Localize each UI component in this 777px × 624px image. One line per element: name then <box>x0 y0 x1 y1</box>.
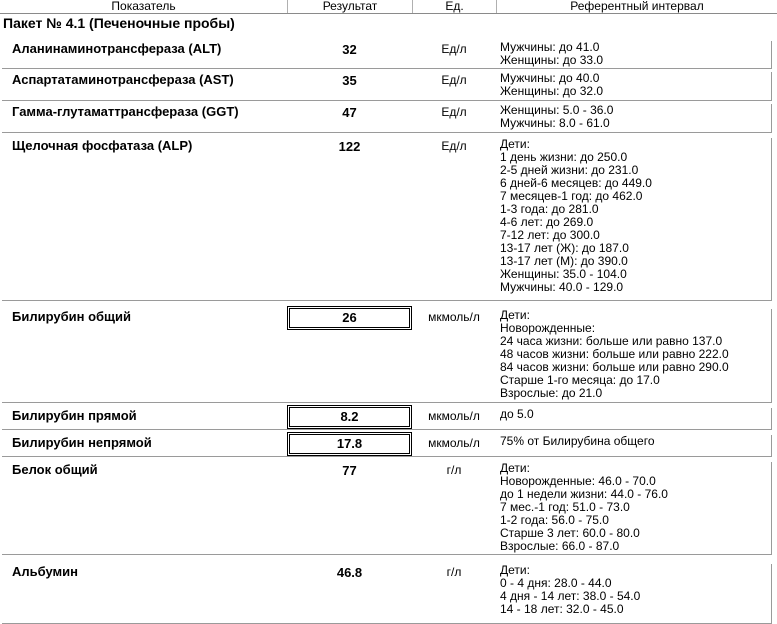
reference-line: 1-2 года: 56.0 - 75.0 <box>500 513 609 527</box>
reference-line: 4 дня - 14 лет: 38.0 - 54.0 <box>500 589 641 603</box>
result-value: 47 <box>342 105 357 120</box>
reference-line: до 5.0 <box>500 407 534 421</box>
reference-line: 48 часов жизни: больше или равно 222.0 <box>500 347 729 361</box>
reference-interval <box>500 72 603 98</box>
reference-line: Женщины: 5.0 - 36.0 <box>500 103 614 117</box>
reference-line: до 1 недели жизни: 44.0 - 76.0 <box>500 487 668 501</box>
reference-line: Старше 1-го месяца: до 17.0 <box>500 373 660 387</box>
reference-line: 1 день жизни: до 250.0 <box>500 150 628 164</box>
reference-line: 0 - 4 дня: 28.0 - 44.0 <box>500 576 612 590</box>
table-row <box>0 564 777 624</box>
reference-line: Взрослые: до 21.0 <box>500 386 603 400</box>
reference-line: 4-6 лет: до 269.0 <box>500 215 594 229</box>
unit: Ед/л <box>441 42 467 56</box>
reference-interval <box>500 309 729 400</box>
reference-interval <box>500 435 655 448</box>
indicator-name: Аспартатаминотрансфераза (AST) <box>12 72 234 87</box>
reference-line: 13-17 лет (Ж): до 187.0 <box>500 241 629 255</box>
header-result: Результат <box>322 0 378 13</box>
reference-interval <box>500 41 603 67</box>
indicator-name: Билирубин прямой <box>12 408 137 423</box>
unit: г/л <box>446 565 462 579</box>
reference-line: Новорожденные: 46.0 - 70.0 <box>500 474 656 488</box>
header-reference: Референтный интервал <box>570 0 704 13</box>
reference-line: 24 часа жизни: больше или равно 137.0 <box>500 334 723 348</box>
unit: Ед/л <box>441 73 467 87</box>
reference-line: 13-17 лет (М): до 390.0 <box>500 254 628 268</box>
indicator-name: Аланинаминотрансфераза (ALT) <box>12 41 222 56</box>
header-unit: Ед. <box>445 0 464 13</box>
table-row <box>0 104 777 133</box>
result-value: 8.2 <box>287 405 412 429</box>
table-row <box>0 41 777 69</box>
table-row <box>0 408 777 430</box>
unit: г/л <box>446 463 462 477</box>
result-value: 122 <box>338 139 361 154</box>
table-row <box>0 72 777 101</box>
result-value: 32 <box>342 42 357 57</box>
table-row <box>0 138 777 301</box>
reference-line: 7 месяцев-1 год: до 462.0 <box>500 189 643 203</box>
result-value: 17.8 <box>287 432 412 456</box>
reference-line: Женщины: до 32.0 <box>500 84 604 98</box>
indicator-name: Гамма-глутаматтрансфераза (GGT) <box>12 104 239 119</box>
reference-line: 7-12 лет: до 300.0 <box>500 228 600 242</box>
reference-line: Мужчины: 8.0 - 61.0 <box>500 116 610 130</box>
reference-line: 75% от Билирубина общего <box>500 434 655 448</box>
reference-line: Дети: <box>500 563 530 577</box>
unit: мкмоль/л <box>428 409 480 423</box>
reference-interval <box>500 462 668 553</box>
reference-line: Дети: <box>500 308 530 322</box>
reference-line: 6 дней-6 месяцев: до 449.0 <box>500 176 652 190</box>
reference-line: Мужчины: до 40.0 <box>500 71 600 85</box>
header-indicator: Показатель <box>111 0 176 13</box>
reference-line: Взрослые: 66.0 - 87.0 <box>500 539 620 553</box>
result-value: 77 <box>342 463 357 478</box>
result-value: 35 <box>342 73 357 88</box>
reference-interval <box>500 564 640 616</box>
reference-line: Мужчины: до 41.0 <box>500 40 600 54</box>
reference-line: 84 часов жизни: больше или равно 290.0 <box>500 360 729 374</box>
reference-line: 7 мес.-1 год: 51.0 - 73.0 <box>500 500 630 514</box>
indicator-name: Щелочная фосфатаза (ALP) <box>12 138 193 153</box>
reference-line: Мужчины: 40.0 - 129.0 <box>500 280 624 294</box>
table-row <box>0 462 777 555</box>
reference-line: 14 - 18 лет: 32.0 - 45.0 <box>500 602 624 616</box>
reference-line: Женщины: 35.0 - 104.0 <box>500 267 627 281</box>
reference-line: 2-5 дней жизни: до 231.0 <box>500 163 639 177</box>
indicator-name: Альбумин <box>12 564 79 579</box>
reference-line: Дети: <box>500 461 530 475</box>
indicator-name: Белок общий <box>12 462 98 477</box>
result-value: 26 <box>287 306 412 330</box>
unit: мкмоль/л <box>428 436 480 450</box>
unit: Ед/л <box>441 105 467 119</box>
package-title: Пакет № 4.1 (Печеночные пробы) <box>3 15 235 31</box>
table-header <box>0 0 777 14</box>
reference-line: Старше 3 лет: 60.0 - 80.0 <box>500 526 640 540</box>
table-row <box>0 435 777 457</box>
unit: Ед/л <box>441 139 467 153</box>
reference-interval <box>500 138 652 294</box>
reference-interval <box>500 104 613 130</box>
reference-line: Новорожденные: <box>500 321 596 335</box>
indicator-name: Билирубин общий <box>12 309 131 324</box>
row-border <box>2 138 772 301</box>
reference-line: Женщины: до 33.0 <box>500 53 604 67</box>
reference-line: Дети: <box>500 137 530 151</box>
result-value: 46.8 <box>336 565 363 580</box>
table-row <box>0 309 777 403</box>
indicator-name: Билирубин непрямой <box>12 435 152 450</box>
unit: мкмоль/л <box>428 310 480 324</box>
reference-line: 1-3 года: до 281.0 <box>500 202 599 216</box>
reference-interval <box>500 408 534 421</box>
